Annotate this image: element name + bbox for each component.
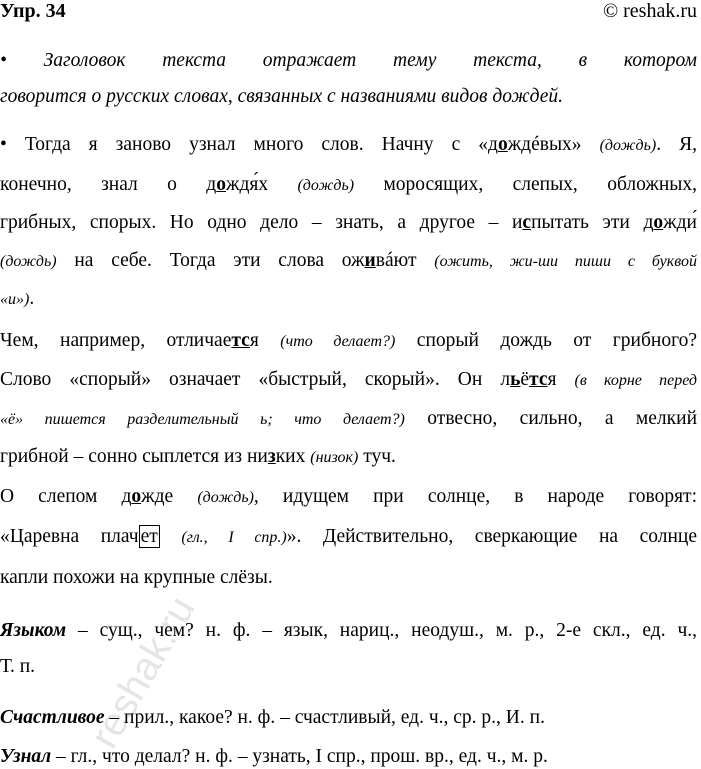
annotation: «ё» пишется разделительный ь; что делает?) bbox=[0, 411, 405, 428]
text-segment: . bbox=[29, 288, 35, 309]
marked-letter: и bbox=[364, 250, 376, 271]
text-segment: • Тогда я заново узнал много слов. Начну с «д bbox=[0, 134, 498, 155]
annotation: (дождь) bbox=[197, 489, 254, 506]
parsed-word: Языком bbox=[0, 620, 67, 641]
text-line bbox=[0, 408, 697, 431]
text-line bbox=[0, 174, 697, 197]
text-line bbox=[0, 134, 697, 157]
text-segment: – прил., какое? н. ф. – счастливый, ед. ч., ср. р., И. п. bbox=[104, 707, 545, 728]
text-segment: Слово «спорый» означает «быстрый, скорый». Он л bbox=[0, 369, 511, 390]
watermark: reshak.ru bbox=[82, 589, 204, 756]
text-segment: отвесно, сильно, а мелкий bbox=[404, 408, 698, 429]
text-segment: Т. п. bbox=[0, 656, 36, 677]
text-line bbox=[0, 288, 697, 311]
text-segment: на себе. Тогда эти слова ож bbox=[56, 250, 365, 271]
text-segment: жди́ bbox=[663, 212, 697, 233]
text-segment: говорится о русских словах, связанных с названиями видов дождей. bbox=[0, 86, 563, 107]
marked-letter: тс bbox=[529, 369, 548, 390]
text-segment: я bbox=[547, 369, 575, 390]
exercise-title: Упр. 34 bbox=[0, 0, 66, 22]
annotation: (в корне перед bbox=[574, 372, 697, 389]
text-segment: пытать эти д bbox=[531, 212, 654, 233]
text-line bbox=[0, 50, 697, 72]
text-line bbox=[0, 656, 697, 678]
annotation: (дождь) bbox=[297, 177, 355, 194]
text-segment: жде bbox=[141, 486, 198, 507]
text-segment: я bbox=[249, 330, 281, 351]
text-line bbox=[0, 567, 697, 589]
text-line bbox=[0, 486, 697, 509]
text-line bbox=[0, 526, 697, 549]
text-segment bbox=[160, 526, 182, 547]
text-segment: , идущем при солнце, в народе говорят: bbox=[253, 486, 697, 507]
annotation: «и») bbox=[0, 291, 30, 308]
text-segment: Чем, например, отличае bbox=[0, 330, 232, 351]
text-segment: «Царевна плач bbox=[0, 526, 139, 547]
text-line bbox=[0, 620, 697, 642]
marked-letter: о bbox=[216, 174, 226, 195]
site-credit: © reshak.ru bbox=[602, 0, 697, 22]
marked-letter: с bbox=[522, 212, 532, 233]
text-segment: ». Действительно, сверкающие на солнце bbox=[286, 526, 698, 547]
text-line bbox=[0, 746, 697, 768]
annotation: (ожить, жи-ши пиши с буквой bbox=[434, 253, 697, 270]
parsed-word: Счастливое bbox=[0, 707, 105, 728]
text-segment: грибной – сонно сыплется из ни bbox=[0, 446, 268, 467]
parsed-word: Узнал bbox=[0, 746, 52, 767]
text-segment: грибных, спорых. Но одно дело – знать, а другое – и bbox=[0, 212, 523, 233]
text-line bbox=[0, 250, 697, 273]
annotation: (дождь) bbox=[0, 253, 57, 270]
text-segment: конечно, знал о д bbox=[0, 174, 217, 195]
text-segment: – сущ., чем? н. ф. – язык, нариц., неодуш., м. р., 2-е скл., ед. ч., bbox=[66, 620, 697, 641]
annotation: (гл., I спр.) bbox=[181, 529, 287, 546]
text-segment: . Я, bbox=[656, 134, 697, 155]
text-segment: вáют bbox=[375, 250, 435, 271]
annotation: (низок) bbox=[310, 449, 359, 466]
text-segment: ждéвых» bbox=[507, 134, 600, 155]
text-segment: моросящих, слепых, обложных, bbox=[354, 174, 698, 195]
marked-letter: о bbox=[131, 486, 142, 507]
text-line bbox=[0, 330, 697, 353]
text-segment: ких bbox=[275, 446, 311, 467]
text-segment: ё bbox=[520, 369, 530, 390]
ending-box: ет bbox=[140, 526, 158, 547]
text-line bbox=[0, 446, 697, 469]
marked-letter: о bbox=[497, 134, 508, 155]
text-segment: ждя́х bbox=[225, 174, 298, 195]
text-segment: • Заголовок текста отражает тему текста, в котором bbox=[0, 50, 697, 71]
marked-letter: тс bbox=[231, 330, 250, 351]
text-segment: капли похожи на крупные слёзы. bbox=[0, 567, 273, 588]
text-segment: – гл., что делал? н. ф. – узнать, I спр., прош. вр., ед. ч., м. р. bbox=[51, 746, 548, 767]
text-segment: спорый дождь от грибного? bbox=[395, 330, 697, 351]
annotation: (что делает?) bbox=[280, 333, 396, 350]
marked-letter: ь bbox=[510, 369, 521, 390]
text-line bbox=[0, 707, 697, 729]
text-line bbox=[0, 86, 697, 108]
marked-letter: з bbox=[267, 446, 276, 467]
text-line bbox=[0, 212, 697, 234]
text-segment: туч. bbox=[358, 446, 396, 467]
text-segment: О слепом д bbox=[0, 486, 132, 507]
annotation: (дождь) bbox=[599, 137, 657, 154]
marked-letter: о bbox=[653, 212, 664, 233]
text-line bbox=[0, 369, 697, 392]
